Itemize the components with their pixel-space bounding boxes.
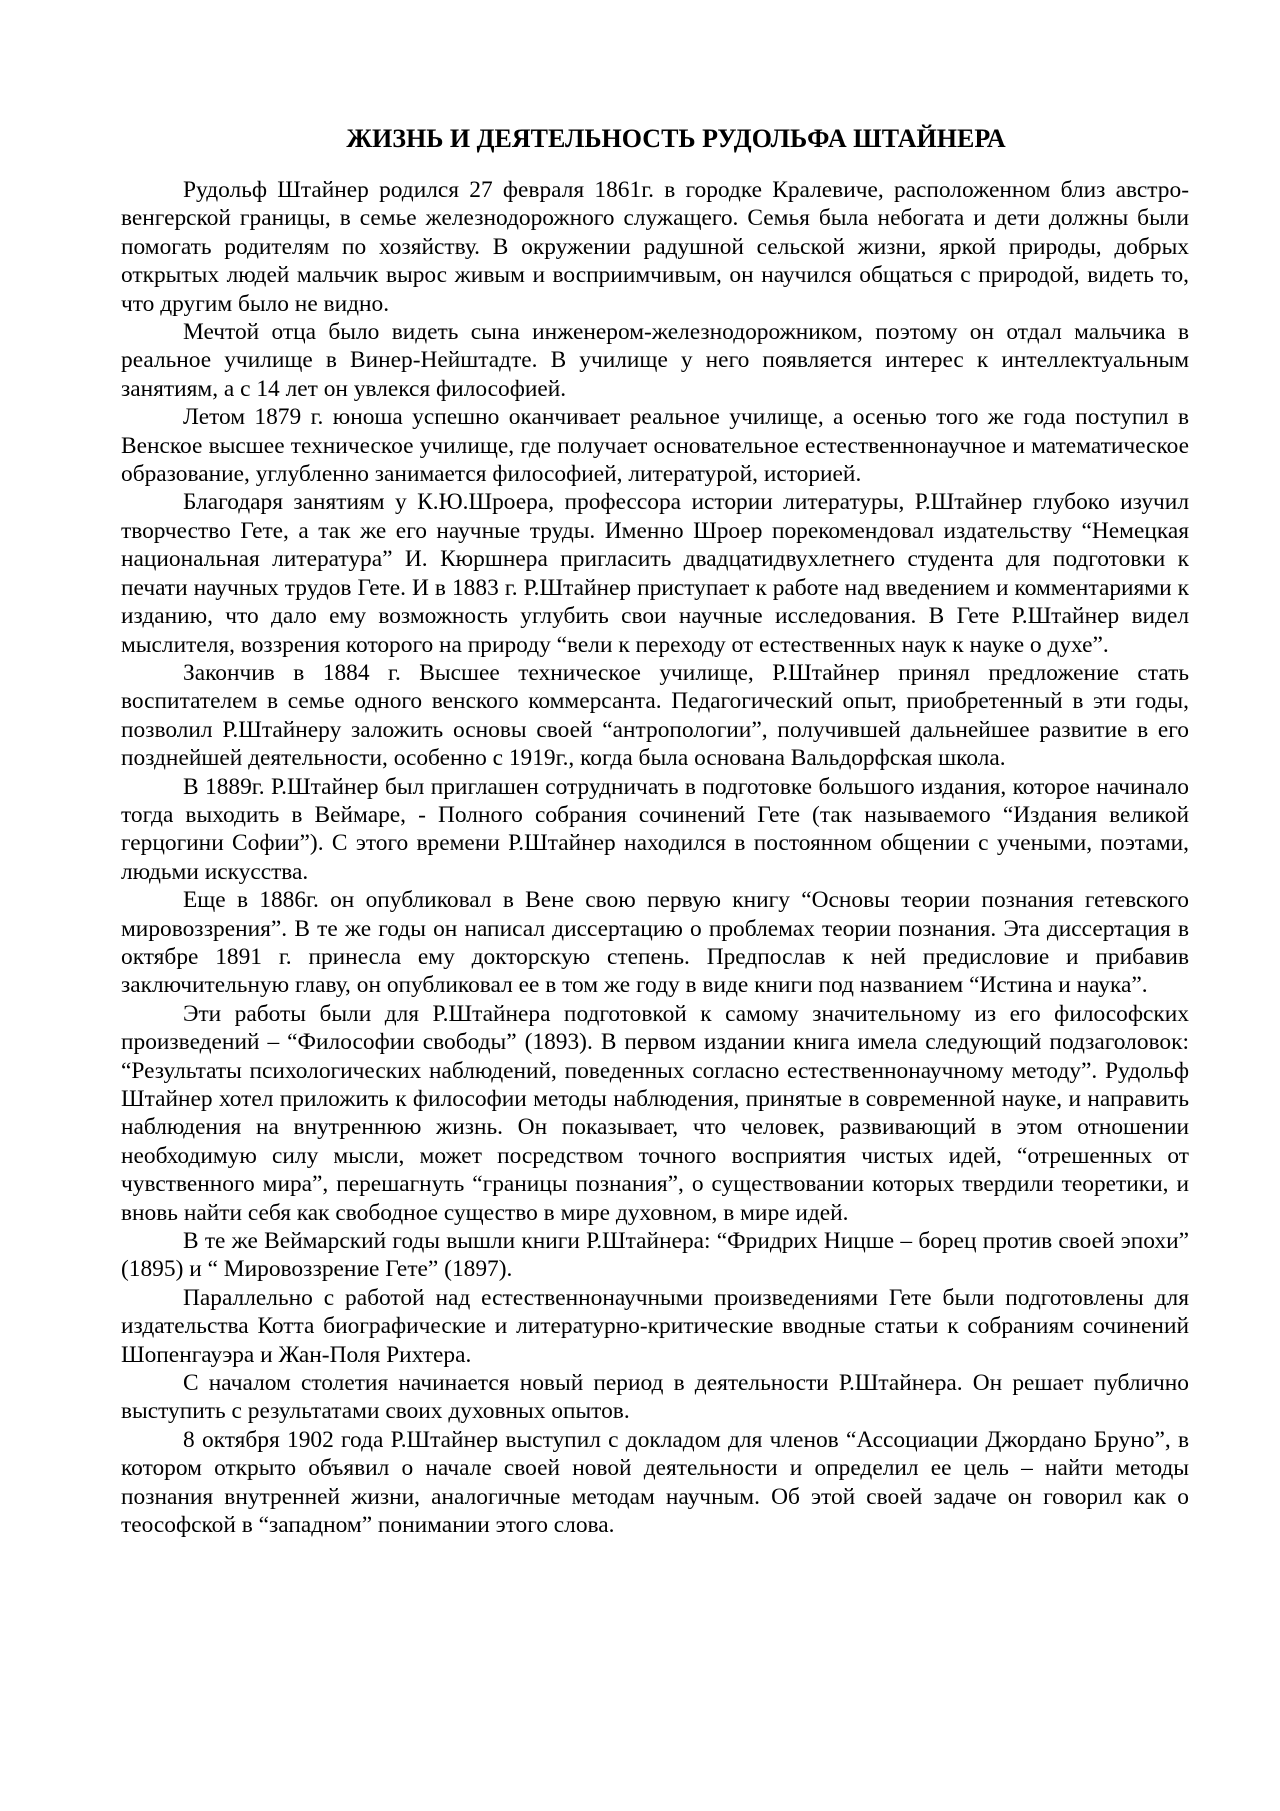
page-title: ЖИЗНЬ И ДЕЯТЕЛЬНОСТЬ РУДОЛЬФА ШТАЙНЕРА xyxy=(346,124,1006,153)
paragraph-first-book: Еще в 1886г. он опубликовал в Вене свою первую книгу “Основы теории познания гетевского мировоззрения”. В те же годы он написал диссертацию о проблемах теории познания. Эта диссертация в октябре 1891 г. принесла ему докторскую степень. Предпослав к ней предисловие и прибавив заключительную главу, он опубликовал ее в том же году в виде книги под названием “Истина и наука”. xyxy=(121,887,1189,999)
paragraph-weimar-books: В те же Веймарский годы вышли книги Р.Штайнера: “Фридрих Ницше – борец против своей эпохи” (1895) и “ Мировоззрение Гете” (1897). xyxy=(121,1228,1189,1283)
paragraph-vienna-studies: Летом 1879 г. юноша успешно оканчивает реальное училище, а осенью того же года поступил в Венское высшее техническое училище, где получает основательное естественнонаучное и математическое образование, углубленно занимается философией, литературой, историей. xyxy=(121,404,1189,488)
paragraph-new-period: С началом столетия начинается новый период в деятельности Р.Штайнера. Он решает публично выступить с результатами своих духовных опытов. xyxy=(121,1370,1189,1425)
paragraph-tutor: Закончив в 1884 г. Высшее техническое училище, Р.Штайнер принял предложение стать воспитателем в семье одного венского коммерсанта. Педагогический опыт, приобретенный в эти годы, позволил Р.Штайнеру заложить основы своей “антропологии”, получившей дальнейшее развитие в его позднейшей деятельности, особенно с 1919г., когда была основана Вальдорфская школа. xyxy=(121,659,1189,772)
paragraph-philosophy-of-freedom: Эти работы были для Р.Штайнера подготовкой к самому значительному из его философских произведений – “Философии свободы” (1893). В первом издании книга имела следующий подзаголовок: “Результаты психологических наблюдений, поведенных согласно естественнонаучному методу”. Рудольф Штайнер хотел приложить к философии методы наблюдения, принятые в современной науке, и направить наблюдения на внутреннюю жизнь. Он показывает, что человек, развивающий в этом отношении необходимую силу мысли, может посредством точного восприятия чистых идей, “отрешенных от чувственного мира”, перешагнуть “границы познания”, о существовании которых твердили теоретики, и вновь найти себя как свободное существо в мире духовном, в мире идей. xyxy=(121,1000,1189,1226)
paragraph-bruno-lecture: 8 октября 1902 года Р.Штайнер выступил с докладом для членов “Ассоциации Джордано Бруно”, в котором открыто объявил о начале своей новой деятельности и определил ее цель – найти методы познания внутренней жизни, аналогичные методам научным. Об этой своей задаче он говорил как о теософской в “западном” понимании этого слова. xyxy=(121,1426,1189,1539)
document-body xyxy=(121,176,1189,1540)
paragraph-cotta-essays: Параллельно с работой над естественнонаучными произведениями Гете были подготовлены для издательства Котта биографические и литературно-критические вводные статьи к собраниям сочинений Шопенгауэра и Жан-Поля Рихтера. xyxy=(121,1284,1189,1368)
paragraph-weimar-edition: В 1889г. Р.Штайнер был приглашен сотрудничать в подготовке большого издания, которое начинало тогда выходить в Веймаре, - Полного собрания сочинений Гете (так называемого “Издания великой герцогини Софии”). С этого времени Р.Штайнер находился в постоянном общении с учеными, поэтами, людьми искусства. xyxy=(121,773,1189,885)
paragraph-birth: Рудольф Штайнер родился 27 февраля 1861г. в городке Кралевиче, расположенном близ австро-венгерской границы, в семье железнодорожного служащего. Семья была небогата и дети должны были помогать родителям по хозяйству. В окружении радушной сельской жизни, яркой природы, добрых открытых людей мальчик вырос живым и восприимчивым, он научился общаться с природой, видеть то, что другим было не видно. xyxy=(121,177,1189,317)
paragraph-schroer-goethe: Благодаря занятиям у К.Ю.Шроера, профессора истории литературы, Р.Штайнер глубоко изучил творчество Гете, а так же его научные труды. Именно Шроер порекомендовал издательству “Немецкая национальная литература” И. Кюршнера пригласить двадцатидвухлетнего студента для подготовки к печати научных трудов Гете. И в 1883 г. Р.Штайнер приступает к работе над введением и комментариями к изданию, что дало ему возможность углубить свои научные исследования. В Гете Р.Штайнер видел мыслителя, воззрения которого на природу “вели к переходу от естественных наук к науке о духе”. xyxy=(121,489,1189,658)
paragraph-realschule: Мечтой отца было видеть сына инженером-железнодорожником, поэтому он отдал мальчика в реальное училище в Винер-Нейштадте. В училище у него появляется интерес к интеллектуальным занятиям, а с 14 лет он увлекся философией. xyxy=(121,319,1189,402)
